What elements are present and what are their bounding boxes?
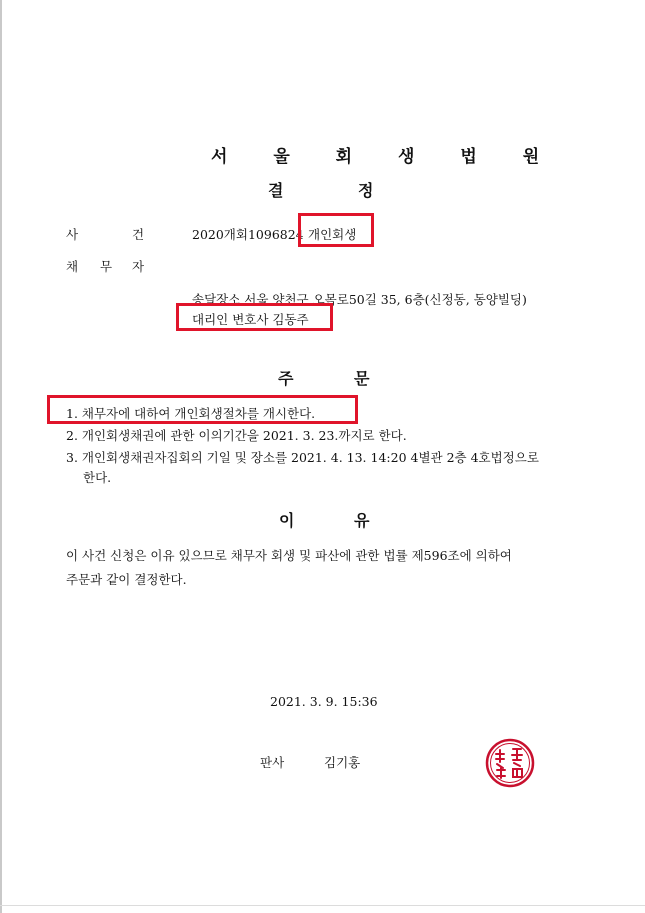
order-heading-char-1: 주 xyxy=(278,369,294,388)
order-item-2: 2. 개인회생채권에 관한 이의기간을 2021. 3. 23.까지로 한다. xyxy=(66,428,407,443)
reason-heading-char-2: 유 xyxy=(354,511,370,530)
reason-line-2: 주문과 같이 결정한다. xyxy=(66,572,187,587)
attorney-line: 대리인 변호사 김동주 xyxy=(192,312,309,327)
order-item-1-highlight xyxy=(47,395,358,424)
case-label-char-2: 건 xyxy=(132,227,145,242)
case-number: 2020개회1096824 xyxy=(192,227,304,242)
debtor-label-char-3: 자 xyxy=(132,259,145,274)
judge-label: 판사 xyxy=(260,755,285,770)
debtor-label-char-1: 채 xyxy=(66,259,79,274)
case-type-highlight xyxy=(298,213,374,247)
reason-heading-char-1: 이 xyxy=(279,511,295,530)
case-type: 개인회생 xyxy=(308,227,357,242)
order-item-1: 1. 채무자에 대하여 개인회생절차를 개시한다. xyxy=(66,406,316,421)
judge-seal-icon xyxy=(485,738,535,788)
decision-title-char-1: 결 xyxy=(268,181,284,200)
debtor-label-char-2: 무 xyxy=(100,259,113,274)
court-name: 서 울 회 생 법 원 xyxy=(211,147,560,167)
judge-name: 김기홍 xyxy=(324,755,361,770)
reason-line-1: 이 사건 신청은 이유 있으므로 채무자 회생 및 파산에 관한 법률 제596조에 의하여 xyxy=(66,548,512,563)
order-item-3-continuation: 한다. xyxy=(83,470,112,485)
order-item-3: 3. 개인회생채권자집회의 기일 및 장소를 2021. 4. 13. 14:20 4별관 2층 4호법정으로 xyxy=(66,450,539,465)
decision-title-char-2: 정 xyxy=(358,181,374,200)
page-left-edge xyxy=(0,0,2,913)
decision-date: 2021. 3. 9. 15:36 xyxy=(270,694,378,709)
order-heading-char-2: 문 xyxy=(354,369,370,388)
case-label-char-1: 사 xyxy=(66,227,79,242)
page-bottom-edge xyxy=(0,905,645,906)
service-address: 송달장소 서울 양천구 오목로50길 35, 6층(신정동, 동양빌딩) xyxy=(192,292,527,307)
attorney-highlight xyxy=(176,303,333,331)
